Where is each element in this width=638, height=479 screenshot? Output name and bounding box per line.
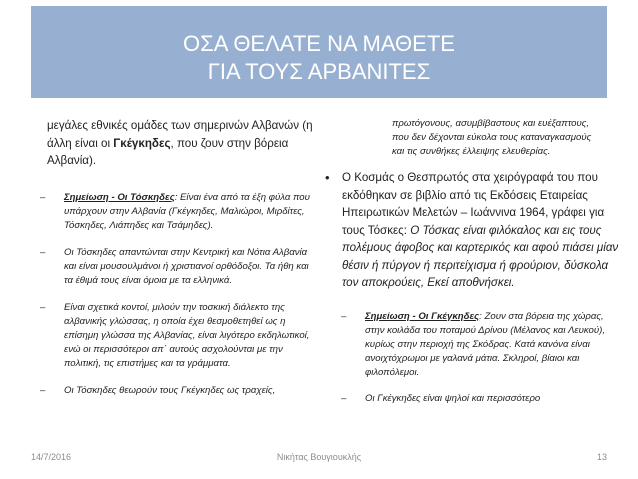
sub-item-text: Οι Τόσκηδες απαντώνται στην Κεντρική και Νότια Αλβανία και είναι μουσουλμάνοι ή χριστιανοί ορθόδοξοι. Τα ήθη και τα έθιμά τους είναι όμοια με τα ελληνικά. [64,246,309,286]
quote-italic: Ο Τόσκας είναι φιλόκαλος και εις τους πολέμους άφοβος και καρτερικός και αφού πιάσει μίαν θέσιν ή πύργον ή περιτείχισμα ή φρούριον, δύσκολα τον αποκρούεις, Εκεί αποθνήσκει. [342,223,619,289]
note-text: : Είναι ένα από τα έξη φύλα που υπάρχουν στην Αλβανία (Γκέγκηδες, Μαλιώρoι, Μιρδίτες, Τόσκηδες, Λιάπηδες και Τσάμηδες). [64,191,310,231]
title-line-1: ΟΣΑ ΘΕΛΑΤΕ ΝΑ ΜΑΘΕΤΕ [183,31,455,56]
sub-item-tosks-view [40,384,317,398]
sub-item-tosks-language [40,301,317,371]
continued-text: πρωτόγονους, ασυμβίβαστους και ευέξαπτους, που δεν δέχονται εύκολα τους καταναγκασμούς και τις συνθήκες έλλειψης ελευθερίας. [392,118,592,157]
sub-item-tosks-region [40,246,317,288]
intro-bold-term: Γκέγκηδες [113,136,171,150]
title-line-2: ΓΙΑ ΤΟΥΣ ΑΡΒΑΝΙΤΕΣ [207,59,431,84]
dash-marker: – [40,301,46,313]
sub-item-text: Οι Τόσκηδες θεωρούν τους Γκέγκηδες ως τραχείς, [64,384,276,396]
footer-page-number: 13 [596,452,607,462]
dash-marker: – [341,310,347,322]
sub-item-gegs-note [341,310,620,380]
sub-item-text: Οι Γκέγκηδες είναι ψηλοί και περισσότερο [365,392,541,404]
bullet-kosmas-quote [325,169,620,292]
note-label: Σημείωση - Οι Γκέγκηδες [365,310,480,322]
title-banner [31,6,607,98]
sub-item-gegs-height [341,392,620,406]
footer-date: 14/7/2016 [31,452,72,462]
intro-text-b: , που ζουν στην βόρεια Αλβανία). [47,136,289,167]
quote-intro: Ο Κοσμάς ο Θεσπρωτός στα χειρόγραφά του που εκδόθηκαν σε βιβλίο από τις Εκδόσεις Εταιρείας Ηπειρωτικών Μελετών – Ιωάννινα 1964, γράφει για τους Τόσκες: [342,171,605,237]
slide-title [31,30,607,86]
intro-paragraph [47,117,317,170]
note-label: Σημείωση - Οι Τόσκηδες [64,191,175,203]
dash-marker: – [40,246,46,258]
footer-author: Νικήτας Βουγιουκλής [276,452,362,462]
sub-item-tosks-note [40,191,317,233]
bullet-marker: • [325,170,330,185]
continued-sub-item [392,117,602,159]
intro-text-a: μεγάλες εθνικές ομάδες των σημερινών Αλβανών (η άλλη είναι οι [47,119,313,150]
sub-item-text: Είναι σχετικά κοντοί, μιλούν την τοσκική διάλεκτο της αλβανικής γλώσσας, η οποία έχει θεσμοθετηθεί ως η επίσημη γλώσσα της Αλβανίας, είναι λιγότερο εκδηλωτικοί, ενώ οι περισσότεροι απ΄ αυτούς ασχολούνται με την πολιτική, τις επιστήμες και τα γράμματα. [64,301,310,369]
right-column [320,117,620,406]
dash-marker: – [40,384,46,396]
dash-marker: – [40,191,46,203]
dash-marker: – [341,392,347,404]
left-column [40,117,317,398]
note-text: : Ζουν στα βόρεια της χώρας, στην κοιλάδα του ποταμού Δρίνου (Μέλανος και Λευκού), κυρίως στην περιοχή της Σκόδρας. Κατά κανόνα είναι ανοιχτόχρωμοι με γαλανά μάτια. Σκληροί, βίαιοι και φιλοπόλεμοι. [365,310,606,378]
